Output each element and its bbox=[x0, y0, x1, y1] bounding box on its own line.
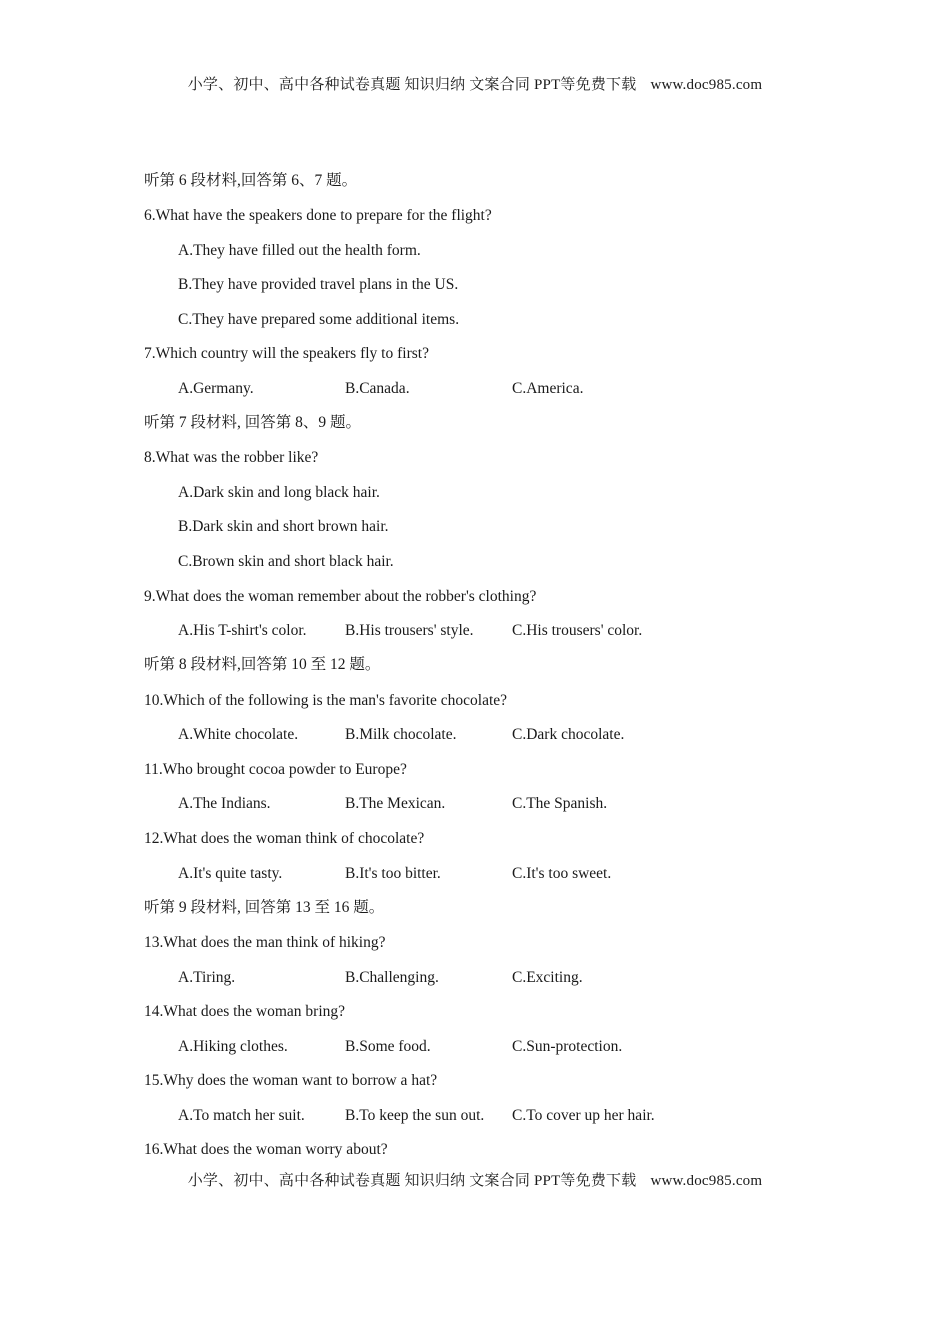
question-6: 6.What have the speakers done to prepare for the flight? bbox=[144, 207, 492, 224]
options-10 bbox=[0, 725, 950, 745]
option-14b: B.Some food. bbox=[345, 1038, 431, 1055]
option-10a: A.White chocolate. bbox=[178, 726, 299, 743]
option-8c: C.Brown skin and short black hair. bbox=[178, 553, 394, 570]
options-14 bbox=[0, 1037, 950, 1057]
section-heading-9: 听第 9 段材料, 回答第 13 至 16 题。 bbox=[144, 899, 385, 916]
option-9b: B.His trousers' style. bbox=[345, 622, 474, 639]
header-banner-text: 小学、初中、高中各种试卷真题 知识归纳 文案合同 PPT等免费下载 bbox=[187, 77, 637, 93]
option-11c: C.The Spanish. bbox=[512, 795, 608, 812]
option-11a: A.The Indians. bbox=[178, 795, 271, 812]
question-9: 9.What does the woman remember about the robber's clothing? bbox=[144, 588, 537, 605]
header-banner bbox=[0, 73, 950, 94]
header-banner-url[interactable]: www.doc985.com bbox=[650, 77, 763, 93]
option-11b: B.The Mexican. bbox=[345, 795, 446, 812]
question-13: 13.What does the man think of hiking? bbox=[144, 934, 386, 951]
option-7c: C.America. bbox=[512, 380, 584, 397]
section-heading-8: 听第 8 段材料,回答第 10 至 12 题。 bbox=[144, 656, 381, 673]
question-15: 15.Why does the woman want to borrow a hat? bbox=[144, 1072, 438, 1089]
option-10c: C.Dark chocolate. bbox=[512, 726, 625, 743]
option-7a: A.Germany. bbox=[178, 380, 254, 397]
option-15c: C.To cover up her hair. bbox=[512, 1107, 655, 1124]
footer-banner bbox=[0, 1169, 950, 1190]
option-10b: B.Milk chocolate. bbox=[345, 726, 457, 743]
question-8: 8.What was the robber like? bbox=[144, 449, 319, 466]
options-7 bbox=[0, 379, 950, 399]
option-6c: C.They have prepared some additional items. bbox=[178, 311, 460, 328]
option-8b: B.Dark skin and short brown hair. bbox=[178, 518, 389, 535]
option-9c: C.His trousers' color. bbox=[512, 622, 643, 639]
options-15 bbox=[0, 1106, 950, 1126]
footer-banner-text: 小学、初中、高中各种试卷真题 知识归纳 文案合同 PPT等免费下载 bbox=[187, 1173, 637, 1189]
option-6a: A.They have filled out the health form. bbox=[178, 242, 421, 259]
footer-banner-url[interactable]: www.doc985.com bbox=[650, 1173, 763, 1189]
option-12c: C.It's too sweet. bbox=[512, 865, 612, 882]
option-15b: B.To keep the sun out. bbox=[345, 1107, 485, 1124]
option-8a: A.Dark skin and long black hair. bbox=[178, 484, 380, 501]
option-14c: C.Sun-protection. bbox=[512, 1038, 623, 1055]
question-12: 12.What does the woman think of chocolate? bbox=[144, 830, 425, 847]
option-13b: B.Challenging. bbox=[345, 969, 439, 986]
section-heading-6: 听第 6 段材料,回答第 6、7 题。 bbox=[144, 172, 358, 189]
question-16: 16.What does the woman worry about? bbox=[144, 1141, 388, 1158]
option-9a: A.His T-shirt's color. bbox=[178, 622, 307, 639]
option-12b: B.It's too bitter. bbox=[345, 865, 441, 882]
question-10: 10.Which of the following is the man's favorite chocolate? bbox=[144, 692, 508, 709]
option-15a: A.To match her suit. bbox=[178, 1107, 305, 1124]
option-13c: C.Exciting. bbox=[512, 969, 583, 986]
question-11: 11.Who brought cocoa powder to Europe? bbox=[144, 761, 407, 778]
option-7b: B.Canada. bbox=[345, 380, 410, 397]
options-9 bbox=[0, 621, 950, 641]
question-7: 7.Which country will the speakers fly to first? bbox=[144, 345, 429, 362]
question-14: 14.What does the woman bring? bbox=[144, 1003, 346, 1020]
option-12a: A.It's quite tasty. bbox=[178, 865, 283, 882]
option-14a: A.Hiking clothes. bbox=[178, 1038, 288, 1055]
options-11 bbox=[0, 794, 950, 814]
option-13a: A.Tiring. bbox=[178, 969, 236, 986]
section-heading-7: 听第 7 段材料, 回答第 8、9 题。 bbox=[144, 414, 362, 431]
option-6b: B.They have provided travel plans in the US. bbox=[178, 276, 459, 293]
options-13 bbox=[0, 968, 950, 988]
options-12 bbox=[0, 864, 950, 884]
